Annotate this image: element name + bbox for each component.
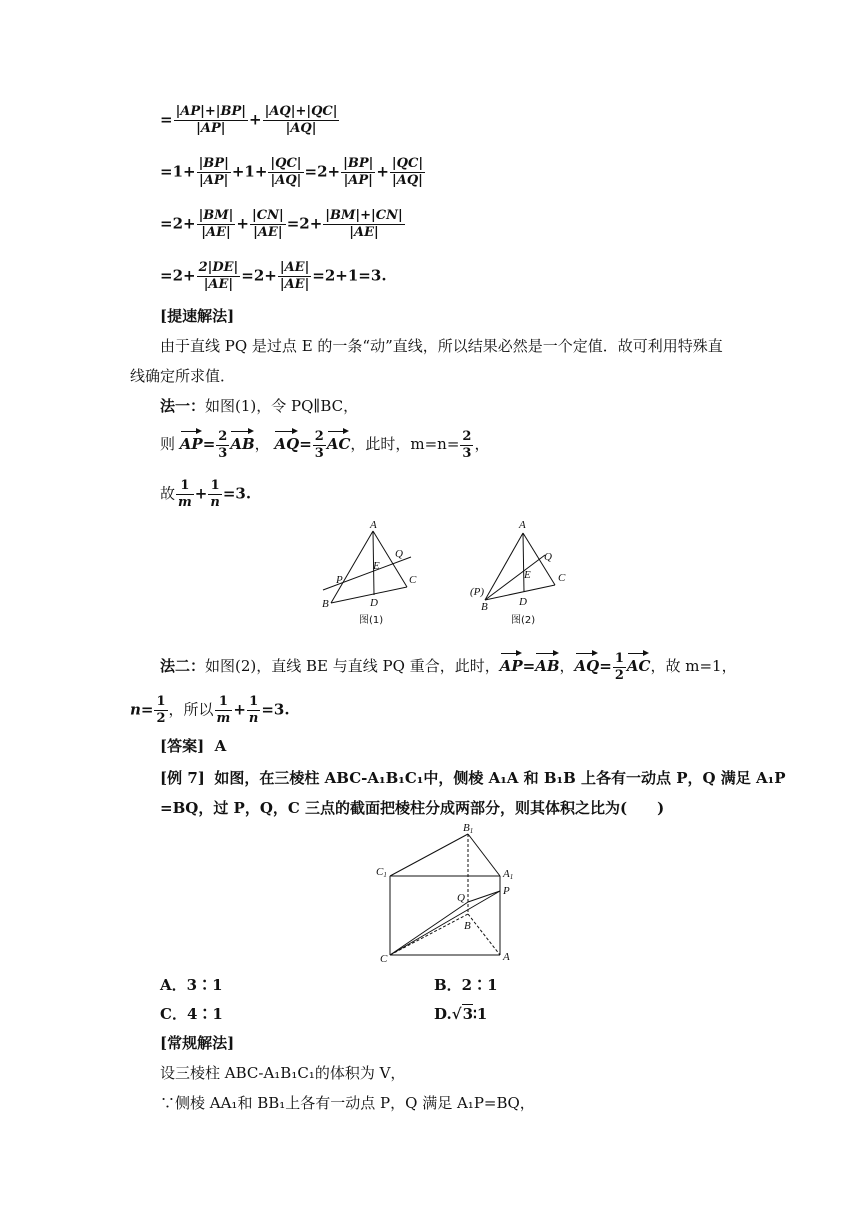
denominator: |AE|: [201, 225, 231, 240]
numerator: 2|DE|: [198, 260, 239, 275]
option-a: A．3∶1: [160, 976, 223, 994]
numerator: |CN|: [252, 208, 284, 223]
label-b: B: [322, 598, 329, 610]
denominator: |AP|: [199, 173, 229, 188]
fraction-two-thirds: [216, 429, 229, 462]
numerator: 1: [156, 694, 166, 709]
figure-2-caption: 图(2): [511, 615, 536, 626]
eq-sign: =: [202, 435, 216, 453]
label-q: Q: [395, 548, 403, 560]
numerator: |BP|: [198, 156, 229, 171]
label-c: C: [409, 574, 417, 586]
label-b: B: [464, 920, 471, 932]
method-1-text: 如图(1)，令 PQ∥BC，: [205, 397, 359, 415]
plus-sign: +: [376, 162, 389, 181]
plus-sign: +: [233, 700, 246, 719]
denominator: |AQ|: [285, 121, 317, 136]
option-d: D.√3∶1: [434, 1005, 488, 1023]
label-e: E: [524, 569, 531, 581]
figure-2: [470, 519, 566, 626]
regular-line-1: 设三棱柱 ABC-A₁B₁C₁的体积为 V，: [160, 1064, 406, 1082]
derivation-line-4: [160, 260, 387, 293]
text-part: =3.: [261, 700, 290, 719]
denominator: 3: [462, 445, 472, 461]
text-part: =2+: [304, 162, 341, 181]
fraction-one-half: [613, 651, 626, 684]
fraction: [278, 260, 311, 293]
regular-line-2: ∵侧棱 AA₁和 BB₁上各有一动点 P，Q 满足 A₁P=BQ，: [160, 1094, 535, 1112]
label-a: A: [370, 519, 377, 531]
edge-ba: [468, 914, 500, 955]
denominator: |AE|: [349, 225, 379, 240]
quick-heading: [提速解法]: [160, 307, 235, 325]
numerator: 1: [247, 694, 260, 711]
numerator: 2: [218, 428, 228, 444]
denominator: 3: [218, 445, 228, 461]
fraction: [341, 156, 375, 189]
text-part: =1+: [160, 162, 196, 181]
denominator: |AE|: [279, 277, 310, 292]
numerator: |AQ|+|QC|: [264, 104, 338, 119]
method-2-text: 如图(2)，直线 BE 与直线 PQ 重合，此时，: [205, 657, 500, 675]
fraction-one-over-n: [208, 478, 221, 511]
vector-ap: AP: [500, 650, 523, 676]
text-part: n=: [130, 700, 154, 719]
method-1-line: [160, 396, 358, 416]
fraction-one-over-m: [215, 694, 233, 727]
eq-sign: =: [299, 435, 312, 453]
vector-ab: AB: [535, 650, 559, 676]
fraction-two-thirds: [460, 429, 473, 462]
label-p: P: [503, 885, 510, 897]
fraction: [263, 104, 340, 137]
text-part: =2+: [286, 214, 323, 233]
vector-ac: AC: [627, 650, 651, 676]
denominator: 2: [614, 667, 624, 683]
label-b: B: [481, 601, 488, 613]
sqrt-radicand: 3: [462, 1005, 473, 1023]
text-part: ，: [559, 657, 575, 675]
label-a: A: [519, 519, 526, 531]
fraction: [197, 208, 236, 241]
vector-aq: AQ: [274, 428, 299, 454]
fraction: [390, 156, 425, 189]
denominator: |AE|: [253, 225, 283, 240]
method-2-line: [160, 650, 737, 684]
numerator: |QC|: [391, 156, 424, 171]
fraction: [197, 260, 241, 293]
median-ad: [523, 533, 524, 592]
numerator: |AE|: [279, 260, 310, 275]
denominator: |AQ|: [392, 173, 423, 188]
quick-paragraph-line-2: 线确定所求值．: [130, 367, 236, 385]
denominator: |AP|: [196, 121, 226, 136]
vector-aq: AQ: [575, 650, 600, 676]
text-part: 故: [160, 484, 176, 503]
edge-b1a1: [468, 834, 500, 876]
text-part: =3.: [222, 484, 252, 503]
label-p: P: [336, 574, 343, 586]
numerator: 1: [208, 478, 221, 495]
numerator: |AP|+|BP|: [175, 104, 247, 119]
triangle-figures: [315, 515, 585, 635]
plus-sign: +: [236, 214, 249, 233]
plus-sign: +: [194, 484, 208, 503]
label-q: Q: [457, 892, 465, 904]
denominator: n: [210, 495, 220, 510]
label-b1: B1: [463, 822, 474, 835]
derivation-line-2: [160, 156, 426, 189]
text-part: =2+: [160, 214, 196, 233]
example-text: 如图，在三棱柱 ABC-A₁B₁C₁中，侧棱 A₁A 和 B₁B 上各有一动点 P，Q 满足 A₁P: [214, 769, 786, 787]
prism-figure: [370, 820, 530, 966]
text-part: ∶1: [473, 1005, 488, 1023]
quick-paragraph-line-1: 由于直线 PQ 是过点 E 的一条“动”直线，所以结果必然是一个定值．故可利用特殊直: [160, 337, 723, 355]
denominator: 2: [156, 711, 166, 726]
text-part: =2+1=3.: [312, 266, 387, 285]
fraction: [250, 208, 286, 241]
denominator: |AQ|: [270, 173, 302, 188]
denominator: m: [178, 495, 192, 510]
denominator: |AE|: [203, 277, 234, 292]
numerator: |QC|: [270, 156, 302, 171]
plus-sign: +: [249, 110, 262, 129]
text-part: ，故 m=1，: [650, 657, 737, 675]
numerator: |BM|: [198, 208, 234, 223]
fraction-one-half: [154, 694, 167, 727]
denominator: |AP|: [343, 173, 373, 188]
label-q: Q: [544, 551, 552, 563]
label-e: E: [373, 560, 380, 572]
denominator: n: [248, 711, 259, 726]
derivation-line-3: [160, 208, 406, 241]
method-1-vectors: [160, 428, 489, 462]
text-part: 则: [160, 435, 176, 453]
text-part: D.: [434, 1005, 452, 1023]
label-c1: C1: [376, 866, 387, 879]
text-part: ，: [254, 435, 270, 453]
edge-ab: [331, 531, 373, 603]
text-part: =2+: [241, 266, 277, 285]
method-1-label: 法一：: [160, 397, 206, 415]
fraction: [197, 156, 231, 189]
text-part: ，此时，m=n=: [350, 435, 460, 453]
numerator: |BP|: [343, 156, 374, 171]
method-1-result: [160, 478, 251, 511]
example-label: [例 7]: [160, 769, 205, 787]
fraction: [323, 208, 404, 241]
answer-label: [答案]: [160, 737, 205, 755]
segment-cp: [390, 891, 500, 955]
numerator: 1: [614, 650, 624, 666]
segment-cq: [390, 902, 468, 955]
option-b: B．2∶1: [434, 976, 498, 994]
edge-bc: [331, 587, 407, 603]
fraction: [268, 156, 303, 189]
fraction-two-thirds: [313, 429, 326, 462]
numerator: 2: [314, 428, 324, 444]
example-7-line-1: [160, 768, 786, 788]
answer-line: [160, 736, 226, 756]
figure-1-caption: 图(1): [359, 615, 384, 626]
text-part: ，所以: [168, 700, 214, 719]
denominator: 3: [314, 445, 324, 461]
fraction-one-over-n: [247, 694, 260, 727]
edge-c1b1: [390, 834, 468, 876]
text-part: +1+: [231, 162, 268, 181]
eq-sign: =: [522, 657, 536, 675]
label-p: (P): [470, 586, 485, 598]
option-c: C．4∶1: [160, 1005, 223, 1023]
method-2-label: 法二：: [160, 657, 206, 675]
label-c: C: [558, 572, 566, 584]
numerator: 2: [462, 428, 472, 444]
label-d: D: [519, 596, 527, 608]
denominator: m: [216, 711, 231, 726]
eq-sign: =: [599, 657, 612, 675]
fraction-one-over-m: [176, 478, 194, 511]
answer-value: A: [214, 737, 227, 755]
numerator: 1: [176, 478, 194, 495]
label-a: A: [503, 951, 510, 963]
numerator: 1: [215, 694, 233, 711]
vector-ap: AP: [180, 428, 203, 454]
label-d: D: [370, 597, 378, 609]
regular-heading: [常规解法]: [160, 1034, 235, 1052]
eq-sign: =: [160, 110, 173, 129]
numerator: |BM|+|CN|: [325, 208, 403, 223]
example-7-line-2: =BQ，过 P，Q，C 三点的截面把棱柱分成两部分，则其体积之比为( ): [160, 799, 665, 817]
label-a1: A1: [503, 868, 514, 881]
edge-ab: [485, 533, 523, 600]
vector-ac: AC: [327, 428, 351, 454]
fraction: [174, 104, 248, 137]
label-c: C: [380, 953, 388, 965]
vector-ab: AB: [230, 428, 254, 454]
method-2-result: [130, 694, 290, 727]
text-part: ，: [474, 435, 490, 453]
derivation-line-1: [160, 104, 340, 137]
edge-cb: [390, 914, 468, 955]
figure-1: [322, 519, 417, 626]
text-part: =2+: [160, 266, 196, 285]
